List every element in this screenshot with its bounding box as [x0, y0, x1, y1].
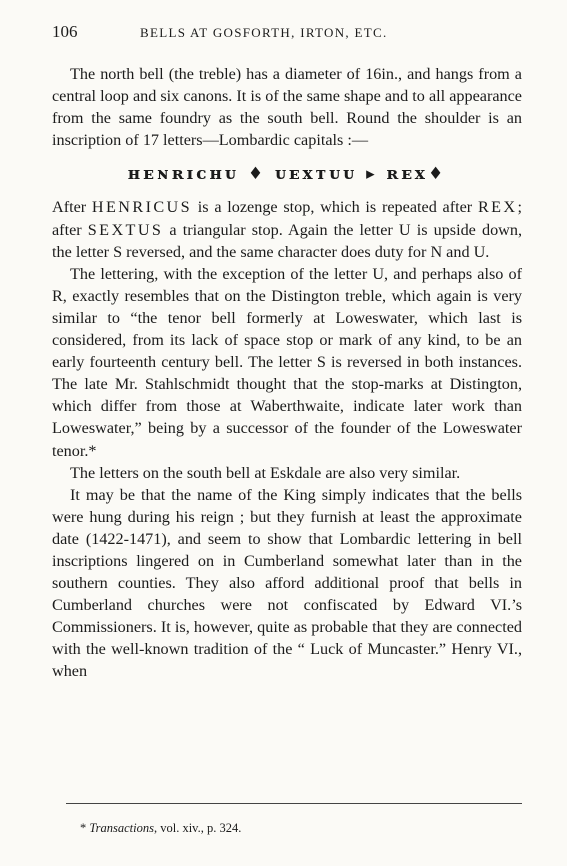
body-text [52, 63, 522, 683]
inscription-word-henricus: HENRICUS [91, 198, 193, 217]
paragraph-north-bell: The north bell (the treble) has a diameter of 16in., and hangs from a central loop and six canons. It is of the same shape and to all appearance from the same foundry as the south bell. Round the shoulder is an inscription of 17 letters—Lombardic capitals :— [52, 65, 522, 150]
footnote-marker: * [80, 821, 90, 835]
bell-inscription: ʜᴇɴʀɪᴄʜᴜ ♦ ᴜᴇxᴛᴜᴜ ▸ ʀᴇx♦ [127, 164, 447, 185]
footnote [80, 821, 241, 836]
paragraph-king: It may be that the name of the King simply indicates that the bells were hung during his reign ; but they furnish at least the approximate date (1422-1471), and seem to show that Lombardic lettering in bell inscriptions lingered on in Cumberland somewhat later than in the southern counties. They also afford additional proof that bells in Cumberland churches were not confiscated by Edward VI.’s Commissioners. It is, however, quite as probable that they are connected with the well-known tradition of the “ Luck of Muncaster.” Henry VI., when [52, 485, 522, 681]
page-number: 106 [52, 22, 78, 41]
footnote-title: Transactions [89, 821, 154, 835]
inscription-word-sextus: SEXTUS [87, 220, 164, 239]
text-run: After [52, 198, 87, 217]
inscription-word-rex: REX [477, 198, 518, 217]
running-head: BELLS AT GOSFORTH, IRTON, ETC. [140, 25, 388, 40]
footnote-reference: , vol. xiv., p. 324. [153, 821, 242, 835]
paragraph-lettering: The lettering, with the exception of the letter U, and perhaps also of R, exactly resembles that on the Distington treble, which again is very similar to “the tenor bell formerly at Loweswater, which last is considered, from its lack of space stop or mark of any kind, to be an early fourteenth century bell. The letter S is reversed in both instances. The late Mr. Stahlschmidt thought that the stop-marks at Distington, which differ from those at Waberthwaite, indicate later work than Loweswater,” being by a successor of the founder of the Loweswater tenor.* [52, 264, 522, 460]
footnote-divider [66, 803, 522, 804]
text-run: is a lozenge stop, which is repeated after [192, 198, 473, 217]
text-run: ; after [52, 198, 523, 239]
text-run: a triangular stop. Again the letter U is upside down, the letter S reversed, and the same character does duty for N and U. [52, 220, 522, 261]
page-header [52, 22, 522, 44]
paragraph-eskdale: The letters on the south bell at Eskdale are also very similar. [70, 463, 461, 482]
paragraph-stops [52, 196, 522, 262]
